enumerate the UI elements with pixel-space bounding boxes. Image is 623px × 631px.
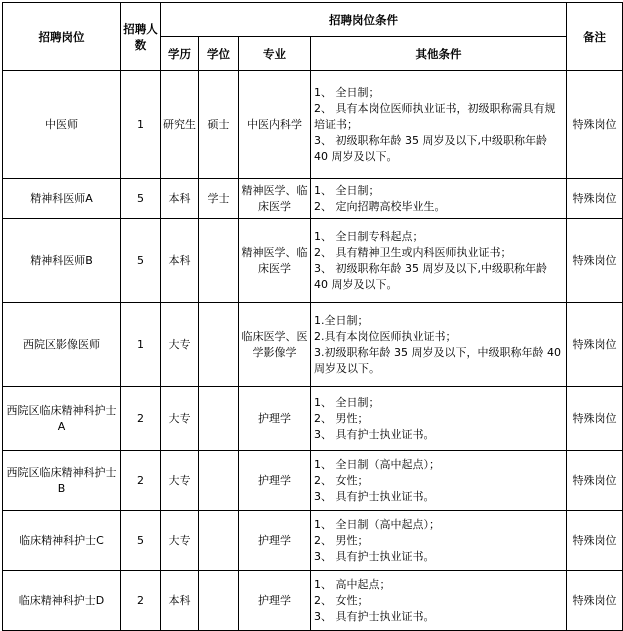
condition-item: 2、 具有本岗位医师执业证书，初级职称需具有规培证书； xyxy=(314,101,556,131)
major-cell: 临床医学、医学影像学 xyxy=(239,303,311,387)
condition-item: 1.全日制； xyxy=(314,313,369,327)
condition-item: 2、 定向招聘高校毕业生。 xyxy=(314,199,446,213)
position-cell: 中医师 xyxy=(3,71,121,179)
remark-cell: 特殊岗位 xyxy=(567,179,623,219)
table-body xyxy=(3,71,623,631)
other-conditions-cell xyxy=(311,303,567,387)
remark-cell: 特殊岗位 xyxy=(567,303,623,387)
count-cell: 5 xyxy=(121,511,161,571)
table-row xyxy=(3,451,623,511)
education-cell: 研究生 xyxy=(161,71,199,179)
other-conditions-cell xyxy=(311,71,567,179)
condition-item: 3、 具有护士执业证书。 xyxy=(314,549,435,563)
table-row xyxy=(3,219,623,303)
other-conditions-cell xyxy=(311,451,567,511)
header-position: 招聘岗位 xyxy=(3,3,121,71)
degree-cell xyxy=(199,387,239,451)
condition-item: 1、 高中起点； xyxy=(314,577,391,591)
degree-cell: 学士 xyxy=(199,179,239,219)
condition-item: 1、 全日制（高中起点）； xyxy=(314,517,440,531)
condition-item: 3、 具有护士执业证书。 xyxy=(314,609,435,623)
remark-cell: 特殊岗位 xyxy=(567,451,623,511)
other-conditions-cell xyxy=(311,219,567,303)
position-cell: 精神科医师B xyxy=(3,219,121,303)
education-cell: 大专 xyxy=(161,451,199,511)
degree-cell xyxy=(199,511,239,571)
condition-item: 3、 初级职称年龄 35 周岁及以下,中级职称年龄 40 周岁及以下。 xyxy=(314,261,547,291)
other-conditions-cell xyxy=(311,571,567,631)
header-remark: 备注 xyxy=(567,3,623,71)
condition-item: 2.具有本岗位医师执业证书； xyxy=(314,329,457,343)
table-row xyxy=(3,571,623,631)
position-cell: 精神科医师A xyxy=(3,179,121,219)
education-cell: 本科 xyxy=(161,179,199,219)
major-cell: 精神医学、临床医学 xyxy=(239,179,311,219)
condition-item: 2、 女性； xyxy=(314,593,369,607)
count-cell: 2 xyxy=(121,451,161,511)
condition-item: 2、 具有精神卫生或内科医师执业证书； xyxy=(314,245,512,259)
other-conditions-cell xyxy=(311,179,567,219)
condition-item: 3、 初级职称年龄 35 周岁及以下,中级职称年龄 40 周岁及以下。 xyxy=(314,133,547,163)
condition-item: 2、 女性； xyxy=(314,473,369,487)
major-cell: 护理学 xyxy=(239,451,311,511)
education-cell: 大专 xyxy=(161,303,199,387)
major-cell: 护理学 xyxy=(239,387,311,451)
condition-item: 2、 男性； xyxy=(314,411,369,425)
major-cell: 护理学 xyxy=(239,511,311,571)
degree-cell: 硕士 xyxy=(199,71,239,179)
remark-cell: 特殊岗位 xyxy=(567,571,623,631)
header-major: 专业 xyxy=(239,37,311,71)
condition-item: 3、 具有护士执业证书。 xyxy=(314,427,435,441)
education-cell: 本科 xyxy=(161,219,199,303)
degree-cell xyxy=(199,219,239,303)
count-cell: 1 xyxy=(121,71,161,179)
header-count: 招聘人数 xyxy=(121,3,161,71)
education-cell: 大专 xyxy=(161,511,199,571)
remark-cell: 特殊岗位 xyxy=(567,219,623,303)
other-conditions-cell xyxy=(311,387,567,451)
other-conditions-cell xyxy=(311,511,567,571)
count-cell: 5 xyxy=(121,219,161,303)
condition-item: 1、 全日制； xyxy=(314,85,380,99)
condition-item: 3.初级职称年龄 35 周岁及以下，中级职称年龄 40 周岁及以下。 xyxy=(314,345,561,375)
condition-item: 1、 全日制； xyxy=(314,183,380,197)
major-cell: 中医内科学 xyxy=(239,71,311,179)
condition-item: 1、 全日制； xyxy=(314,395,380,409)
condition-item: 1、 全日制专科起点； xyxy=(314,229,424,243)
degree-cell xyxy=(199,571,239,631)
major-cell: 护理学 xyxy=(239,571,311,631)
condition-item: 1、 全日制（高中起点）； xyxy=(314,457,440,471)
table-row xyxy=(3,303,623,387)
education-cell: 本科 xyxy=(161,571,199,631)
education-cell: 大专 xyxy=(161,387,199,451)
recruitment-table xyxy=(2,2,623,631)
header-other: 其他条件 xyxy=(311,37,567,71)
position-cell: 西院区影像医师 xyxy=(3,303,121,387)
position-cell: 西院区临床精神科护士B xyxy=(3,451,121,511)
major-cell: 精神医学、临床医学 xyxy=(239,219,311,303)
remark-cell: 特殊岗位 xyxy=(567,71,623,179)
count-cell: 2 xyxy=(121,387,161,451)
count-cell: 1 xyxy=(121,303,161,387)
condition-item: 3、 具有护士执业证书。 xyxy=(314,489,435,503)
position-cell: 西院区临床精神科护士A xyxy=(3,387,121,451)
condition-item: 2、 男性； xyxy=(314,533,369,547)
position-cell: 临床精神科护士C xyxy=(3,511,121,571)
header-conditions: 招聘岗位条件 xyxy=(161,3,567,37)
table-row xyxy=(3,511,623,571)
header-education: 学历 xyxy=(161,37,199,71)
header-degree: 学位 xyxy=(199,37,239,71)
table-row xyxy=(3,71,623,179)
count-cell: 2 xyxy=(121,571,161,631)
remark-cell: 特殊岗位 xyxy=(567,511,623,571)
position-cell: 临床精神科护士D xyxy=(3,571,121,631)
count-cell: 5 xyxy=(121,179,161,219)
table-row xyxy=(3,387,623,451)
degree-cell xyxy=(199,451,239,511)
table-row xyxy=(3,179,623,219)
degree-cell xyxy=(199,303,239,387)
remark-cell: 特殊岗位 xyxy=(567,387,623,451)
